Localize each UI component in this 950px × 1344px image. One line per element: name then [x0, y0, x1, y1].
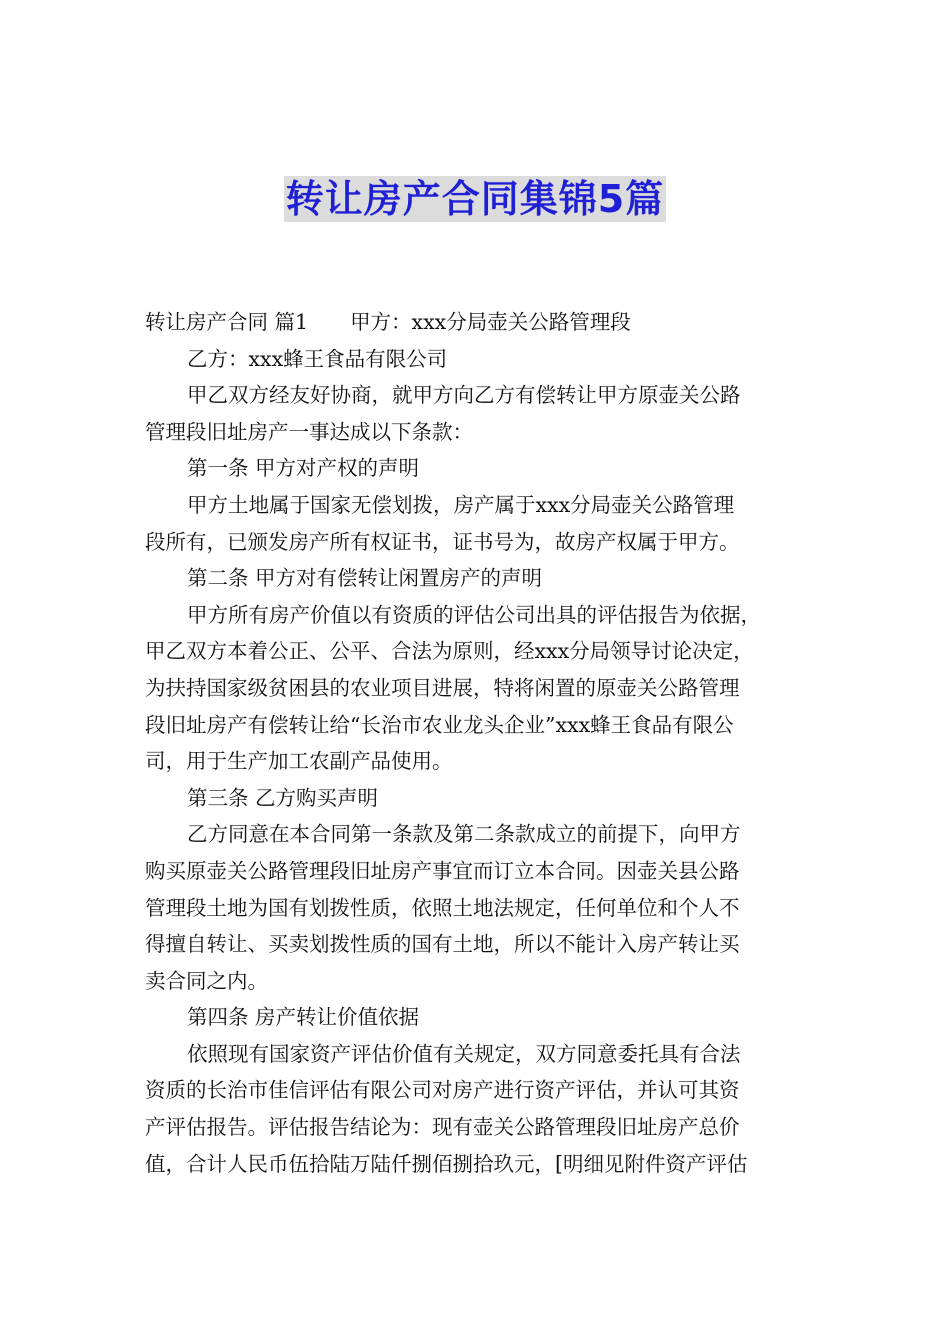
paragraph-line: 资质的长治市佳信评估有限公司对房产进行资产评估，并认可其资	[145, 1078, 740, 1103]
paragraph-line: 甲方所有房产价值以有资质的评估公司出具的评估报告为依据，	[187, 602, 761, 627]
document-title: 转让房产合同集锦5篇	[285, 177, 665, 221]
article-heading: 第一条 甲方对产权的声明	[187, 456, 420, 481]
article-heading: 第三条 乙方购买声明	[187, 785, 379, 810]
contract-heading-label: 转让房产合同 篇1	[145, 310, 309, 334]
title-container	[0, 176, 950, 222]
paragraph-line: 值，合计人民币伍拾陆万陆仟捌佰捌拾玖元，[明细见附件资产评估	[145, 1151, 748, 1176]
paragraph-line: 乙方同意在本合同第一条款及第二条款成立的前提下，向甲方	[187, 822, 741, 847]
document-body	[145, 304, 810, 1182]
paragraph-line: 产评估报告。评估报告结论为：现有壶关公路管理段旧址房产总价	[145, 1115, 740, 1140]
paragraph-line: 卖合同之内。	[145, 968, 268, 993]
paragraph-line: 段所有，已颁发房产所有权证书，证书号为，故房产权属于甲方。	[145, 529, 740, 554]
paragraph-line: 段旧址房产有偿转让给“长治市农业龙头企业”xxx蜂王食品有限公	[145, 712, 734, 737]
paragraph-line: 依照现有国家资产评估价值有关规定，双方同意委托具有合法	[187, 1041, 741, 1066]
paragraph-line: 得擅自转让、买卖划拨性质的国有土地，所以不能计入房产转让买	[145, 932, 740, 957]
party-b-line: 乙方：xxx蜂王食品有限公司	[187, 346, 448, 371]
paragraph-line: 司，用于生产加工农副产品使用。	[145, 749, 453, 774]
paragraph-line: 管理段土地为国有划拨性质，依照土地法规定，任何单位和个人不	[145, 895, 740, 920]
paragraph-line: 甲方土地属于国家无偿划拨，房产属于xxx分局壶关公路管理	[187, 492, 735, 517]
paragraph-line: 甲乙双方经友好协商，就甲方向乙方有偿转让甲方原壶关公路	[187, 383, 741, 408]
party-a-line: 甲方：xxx分局壶关公路管理段	[350, 310, 631, 334]
article-heading: 第四条 房产转让价值依据	[187, 1005, 420, 1030]
paragraph-line: 为扶持国家级贫困县的农业项目进展，特将闲置的原壶关公路管理	[145, 675, 740, 700]
article-heading: 第二条 甲方对有偿转让闲置房产的声明	[187, 566, 543, 591]
contract-heading-line	[145, 304, 810, 341]
paragraph-line: 管理段旧址房产一事达成以下条款：	[145, 419, 473, 444]
paragraph-line: 购买原壶关公路管理段旧址房产事宜而订立本合同。因壶关县公路	[145, 858, 740, 883]
paragraph-line: 甲乙双方本着公正、公平、合法为原则，经xxx分局领导讨论决定，	[145, 639, 754, 664]
